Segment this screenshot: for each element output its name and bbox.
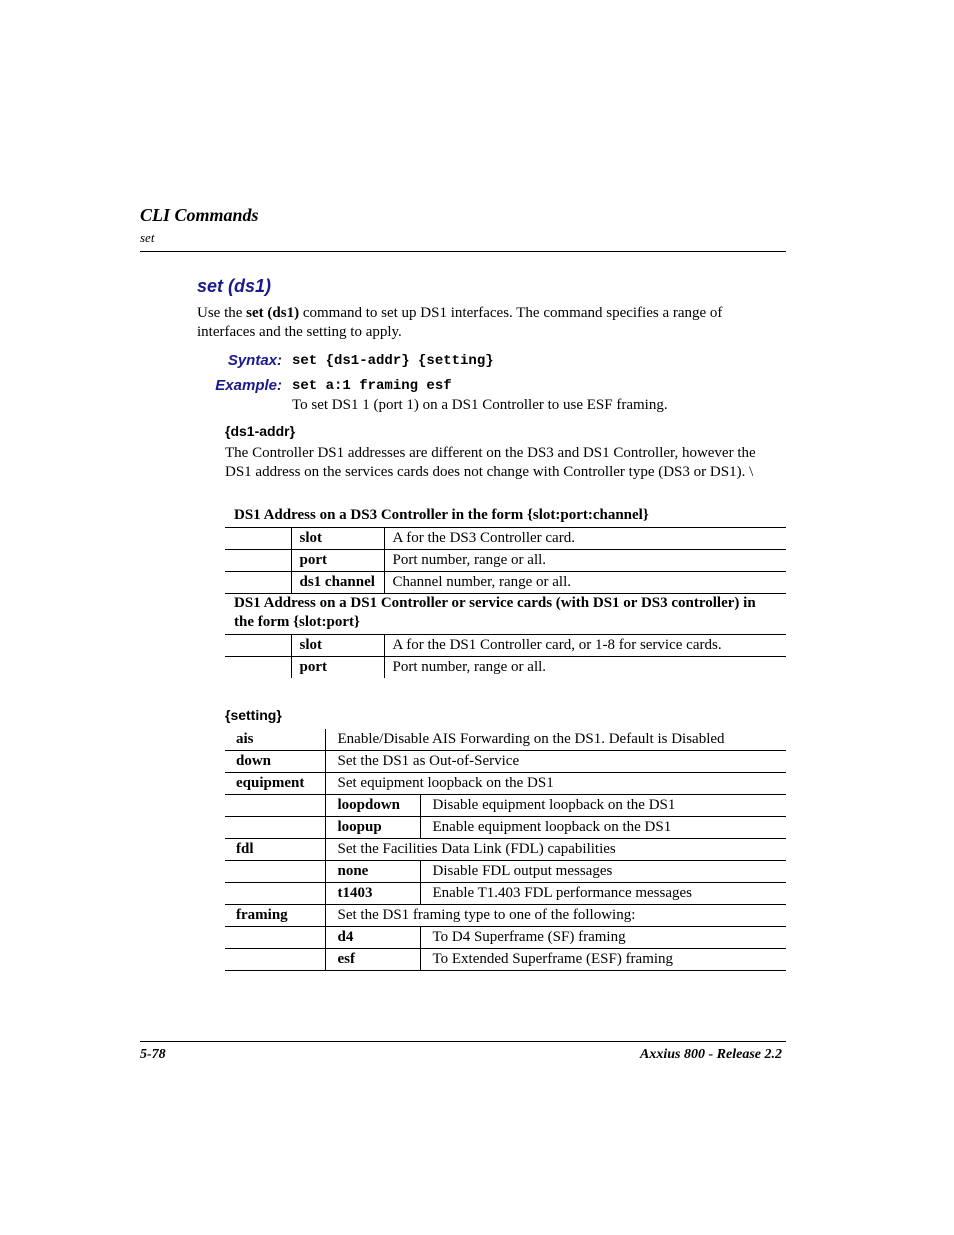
table-row bbox=[225, 657, 786, 679]
table-row bbox=[225, 528, 786, 550]
intro-post: command to set up DS1 interfaces. The command specifies a range of interfaces and the setting to apply. bbox=[197, 305, 723, 340]
table-row bbox=[225, 550, 786, 572]
ds1-controller-caption: DS1 Address on a DS1 Controller or service cards (with DS1 or DS3 controller) in the form {slot:port} bbox=[225, 594, 786, 635]
syntax-label: Syntax: bbox=[227, 352, 282, 369]
table-row bbox=[225, 861, 786, 883]
setting-key: equipment bbox=[225, 773, 325, 795]
table-row bbox=[225, 817, 786, 839]
running-header-subtitle: set bbox=[140, 230, 155, 245]
table-row bbox=[225, 949, 786, 971]
setting-option: esf bbox=[325, 949, 420, 971]
setting-table bbox=[225, 729, 786, 971]
field-name: port bbox=[291, 550, 384, 572]
table-caption-row bbox=[225, 594, 786, 635]
table-row bbox=[225, 729, 786, 751]
setting-option: d4 bbox=[325, 927, 420, 949]
setting-heading: {setting} bbox=[225, 707, 282, 723]
table-row bbox=[225, 773, 786, 795]
table-row bbox=[225, 883, 786, 905]
intro-command: set (ds1) bbox=[246, 305, 300, 321]
setting-description: Enable/Disable AIS Forwarding on the DS1. Default is Disabled bbox=[325, 729, 786, 751]
intro-pre: Use the bbox=[197, 305, 247, 321]
running-header-title: CLI Commands bbox=[140, 205, 259, 225]
table-row bbox=[225, 751, 786, 773]
setting-option-description: Disable equipment loopback on the DS1 bbox=[420, 795, 786, 817]
setting-description: Set the Facilities Data Link (FDL) capabilities bbox=[325, 839, 786, 861]
syntax-value: set {ds1-addr} {setting} bbox=[292, 353, 494, 369]
table-row bbox=[225, 572, 786, 594]
field-description: Port number, range or all. bbox=[384, 550, 786, 572]
table-row bbox=[225, 839, 786, 861]
table-row bbox=[225, 927, 786, 949]
example-description: To set DS1 1 (port 1) on a DS1 Controller to use ESF framing. bbox=[292, 397, 668, 413]
field-name: ds1 channel bbox=[291, 572, 384, 594]
section-title: set (ds1) bbox=[197, 276, 272, 296]
header-rule bbox=[140, 251, 786, 252]
intro-paragraph bbox=[197, 304, 777, 342]
setting-key: framing bbox=[225, 905, 325, 927]
setting-option-description: To D4 Superframe (SF) framing bbox=[420, 927, 786, 949]
setting-description: Set the DS1 as Out-of-Service bbox=[325, 751, 786, 773]
field-description: Channel number, range or all. bbox=[384, 572, 786, 594]
field-description: A for the DS1 Controller card, or 1-8 for service cards. bbox=[384, 635, 786, 657]
product-release: Axxius 800 - Release 2.2 bbox=[640, 1047, 782, 1062]
setting-option: loopdown bbox=[325, 795, 420, 817]
ds1-addr-description: The Controller DS1 addresses are different on the DS3 and DS1 Controller, however the DS1 address on the services cards does not change with Controller type (DS3 or DS1). \ bbox=[225, 445, 756, 480]
page-number: 5-78 bbox=[140, 1047, 166, 1062]
setting-option-description: Enable equipment loopback on the DS1 bbox=[420, 817, 786, 839]
ds3-controller-caption: DS1 Address on a DS3 Controller in the form {slot:port:channel} bbox=[225, 506, 786, 528]
ds1-addr-heading: {ds1-addr} bbox=[225, 423, 296, 439]
setting-key: fdl bbox=[225, 839, 325, 861]
field-name: port bbox=[291, 657, 384, 679]
setting-key: down bbox=[225, 751, 325, 773]
table-caption-row bbox=[225, 506, 786, 528]
setting-option: t1403 bbox=[325, 883, 420, 905]
ds1-address-table bbox=[225, 506, 786, 678]
setting-option-description: To Extended Superframe (ESF) framing bbox=[420, 949, 786, 971]
setting-description: Set equipment loopback on the DS1 bbox=[325, 773, 786, 795]
setting-option-description: Disable FDL output messages bbox=[420, 861, 786, 883]
setting-option: loopup bbox=[325, 817, 420, 839]
footer-rule bbox=[140, 1041, 786, 1042]
example-label: Example: bbox=[215, 377, 282, 394]
setting-description: Set the DS1 framing type to one of the following: bbox=[325, 905, 786, 927]
setting-option-description: Enable T1.403 FDL performance messages bbox=[420, 883, 786, 905]
table-row bbox=[225, 905, 786, 927]
setting-key: ais bbox=[225, 729, 325, 751]
field-name: slot bbox=[291, 528, 384, 550]
table-row bbox=[225, 795, 786, 817]
field-description: Port number, range or all. bbox=[384, 657, 786, 679]
table-row bbox=[225, 635, 786, 657]
field-name: slot bbox=[291, 635, 384, 657]
field-description: A for the DS3 Controller card. bbox=[384, 528, 786, 550]
setting-option: none bbox=[325, 861, 420, 883]
example-value: set a:1 framing esf bbox=[292, 378, 452, 394]
